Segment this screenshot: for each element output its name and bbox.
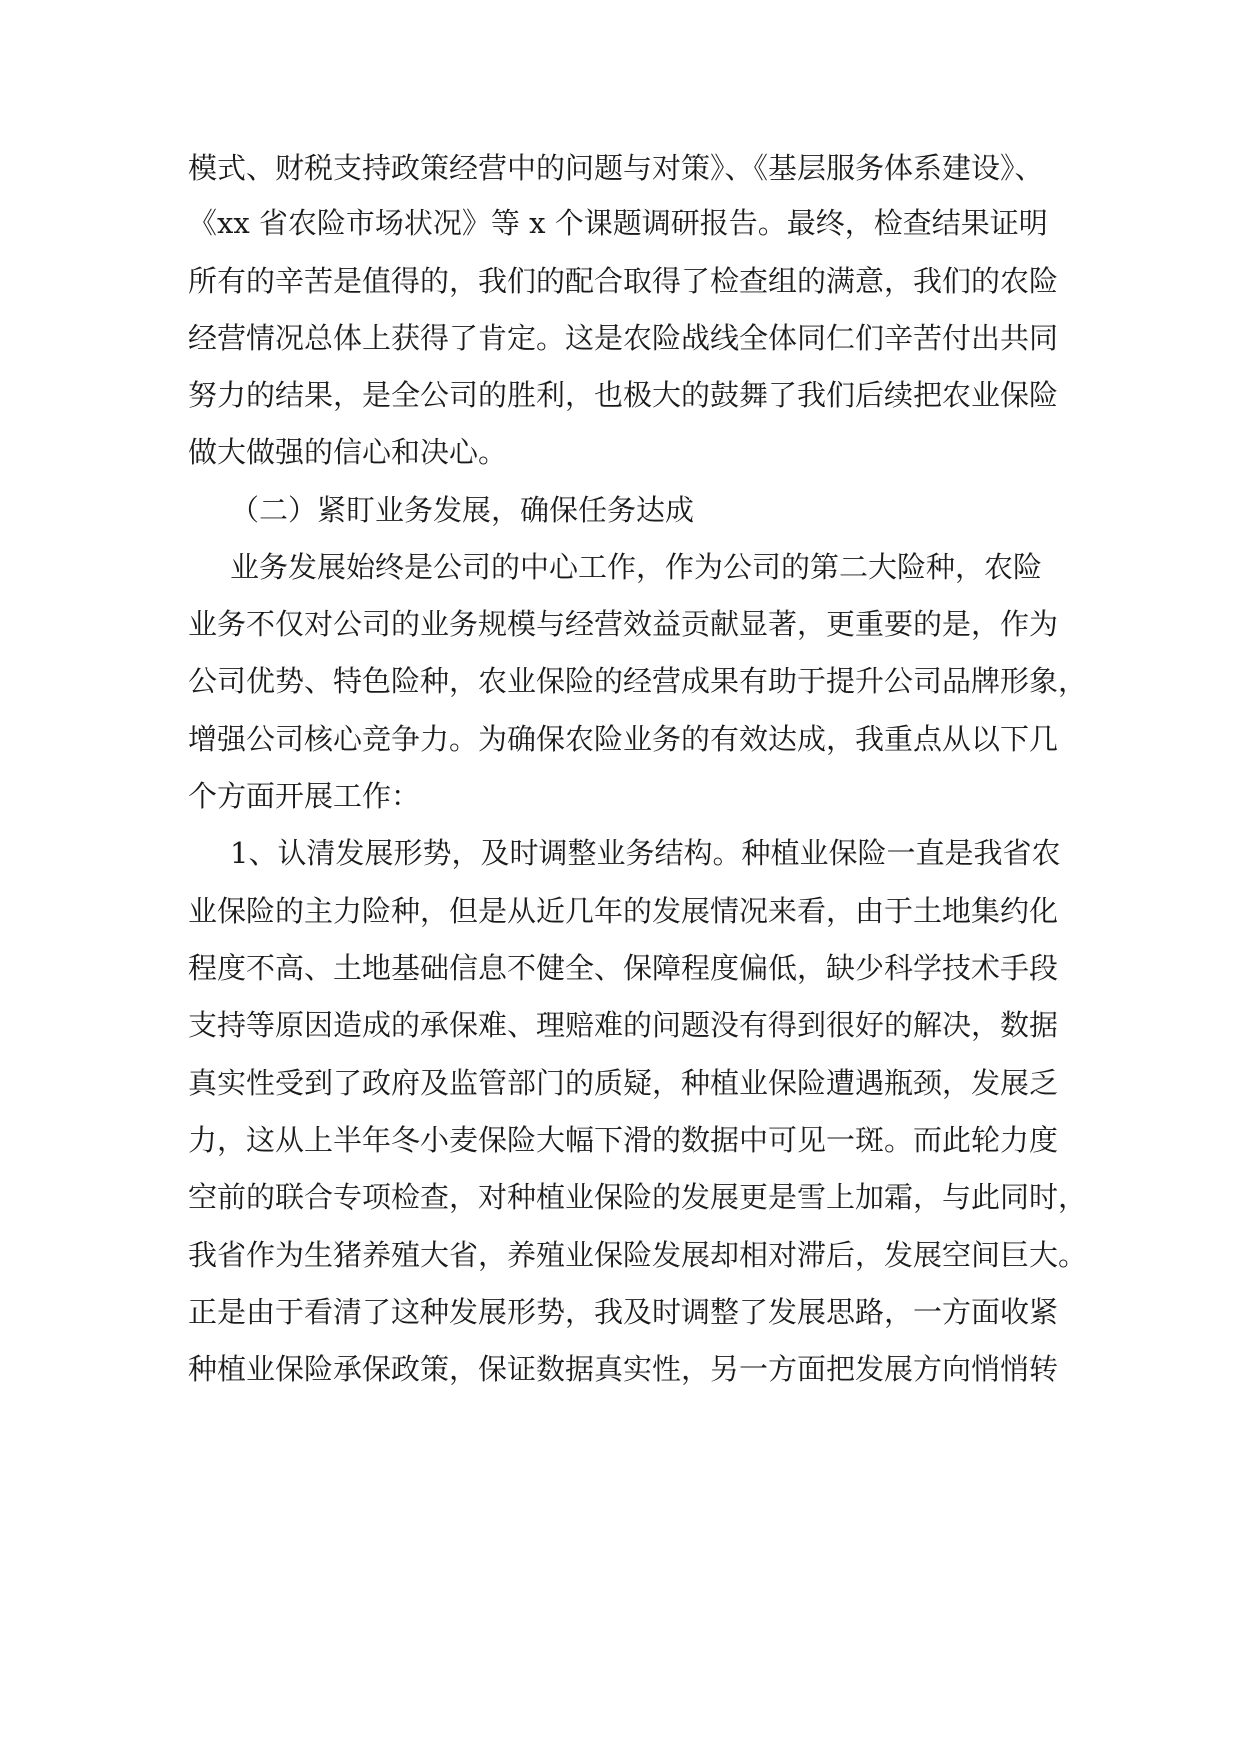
text-line: 力，这从上半年冬小麦保险大幅下滑的数据中可见一斑。而此轮力度: [188, 1123, 1059, 1157]
text-line: 模式、财税支持政策经营中的问题与对策》、《基层服务体系建设》、: [188, 151, 1044, 185]
text-line: 《xx 省农险市场状况》等 x 个课题调研报告。最终，检查结果证明: [188, 206, 1048, 240]
text-line: 业务不仅对公司的业务规模与经营效益贡献显著，更重要的是，作为: [188, 607, 1059, 641]
text-line: 真实性受到了政府及监管部门的质疑，种植业保险遭遇瓶颈，发展乏: [188, 1066, 1059, 1100]
text-line: 程度不高、土地基础信息不健全、保障程度偏低，缺少科学技术手段: [188, 951, 1059, 985]
text-line: 公司优势、特色险种，农业保险的经营成果有助于提升公司品牌形象，: [188, 664, 1088, 698]
section-heading: （二）紧盯业务发展，确保任务达成: [230, 493, 695, 527]
text-line: 业务发展始终是公司的中心工作，作为公司的第二大险种，农险: [230, 550, 1043, 584]
text-line: 所有的辛苦是值得的，我们的配合取得了检查组的满意，我们的农险: [188, 264, 1059, 298]
text-line: 做大做强的信心和决心。: [188, 435, 508, 469]
text-line: 正是由于看清了这种发展形势，我及时调整了发展思路，一方面收紧: [188, 1295, 1059, 1329]
text-line: 我省作为生猪养殖大省，养殖业保险发展却相对滞后，发展空间巨大。: [188, 1238, 1088, 1272]
text-line: 个方面开展工作：: [188, 779, 421, 813]
text-line: 业保险的主力险种，但是从近几年的发展情况来看，由于土地集约化: [188, 894, 1059, 928]
text-line: 种植业保险承保政策，保证数据真实性，另一方面把发展方向悄悄转: [188, 1352, 1059, 1386]
text-line: 增强公司核心竞争力。为确保农险业务的有效达成，我重点从以下几: [188, 722, 1059, 756]
text-line: 空前的联合专项检查，对种植业保险的发展更是雪上加霜，与此同时，: [188, 1180, 1088, 1214]
text-line: 经营情况总体上获得了肯定。这是农险战线全体同仁们辛苦付出共同: [188, 321, 1059, 355]
text-line: 努力的结果，是全公司的胜利，也极大的鼓舞了我们后续把农业保险: [188, 378, 1059, 412]
text-line: 1、认清发展形势，及时调整业务结构。种植业保险一直是我省农: [230, 836, 1061, 870]
text-line: 支持等原因造成的承保难、理赔难的问题没有得到很好的解决，数据: [188, 1008, 1059, 1042]
